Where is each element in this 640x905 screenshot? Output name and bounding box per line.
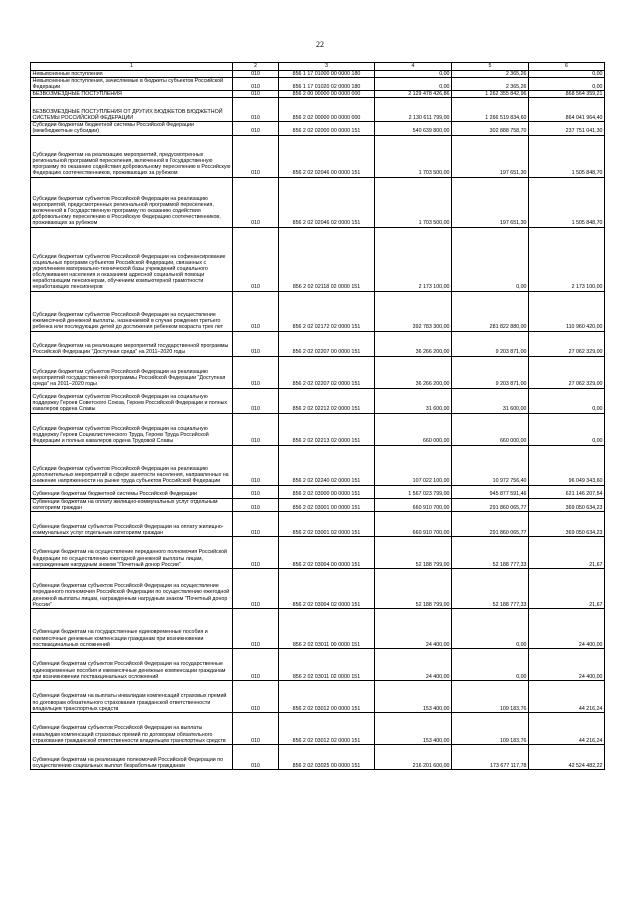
row-budget-code-cell: 856 2 02 03025 00 0000 151 xyxy=(279,744,375,769)
row-value-cell: 24 400,00 xyxy=(529,648,605,680)
row-value-cell: 24 400,00 xyxy=(375,608,452,648)
table-row xyxy=(31,568,605,608)
row-value-cell: 2 129 478 426,86 xyxy=(375,91,452,98)
row-name-cell: Субвенции бюджетам субъектов Российской Федерации на осуществление переданного полномочия Российской Федерации по осуществлению ежегодной денежной выплаты лицам, награжденным нагрудным знаком "Почетный донор России" xyxy=(31,568,233,608)
row-value-cell: 0,00 xyxy=(375,78,452,91)
table-header-row xyxy=(31,63,605,71)
budget-table xyxy=(30,62,605,770)
row-value-cell: 52 188 799,00 xyxy=(375,568,452,608)
row-line-code-cell: 010 xyxy=(233,388,279,413)
row-budget-code-cell: 856 2 02 03011 00 0000 151 xyxy=(279,608,375,648)
row-budget-code-cell: 856 2 02 03012 02 0000 151 xyxy=(279,712,375,744)
row-line-code-cell: 010 xyxy=(233,680,279,712)
row-line-code-cell: 010 xyxy=(233,744,279,769)
row-value-cell: 945 877 591,46 xyxy=(452,485,529,498)
table-row xyxy=(31,388,605,413)
row-name-cell: Субвенции бюджетам субъектов Российской Федерации на государственные единовременные пособия и ежемесячные денежные компенсации гражданам при возникновении поствакцинальных осложнений xyxy=(31,648,233,680)
row-line-code-cell: 010 xyxy=(233,413,279,445)
header-cell: 1 xyxy=(31,63,233,71)
row-name-cell: Субвенции бюджетам бюджетной системы Российской Федерации xyxy=(31,485,233,498)
table-row xyxy=(31,413,605,445)
row-value-cell: 27 062 329,00 xyxy=(529,331,605,356)
row-line-code-cell: 010 xyxy=(233,536,279,568)
row-value-cell: 0,00 xyxy=(529,71,605,78)
row-name-cell: Субсидии бюджетам на реализацию мероприятий, предусмотренных региональной программой переселения, включенной в Государственную программу по оказанию содействия добровольному переселению в Российскую Федерацию соотечественников, проживающих за рубежом xyxy=(31,135,233,177)
row-value-cell: 197 651,30 xyxy=(452,135,529,177)
row-budget-code-cell: 856 2 02 02046 02 0000 151 xyxy=(279,177,375,227)
row-value-cell: 110 960 420,00 xyxy=(529,291,605,331)
row-value-cell: 44 216,24 xyxy=(529,680,605,712)
row-name-cell: Субвенции бюджетам на государственные единовременные пособия и ежемесячные денежные компенсации гражданам при возникновении поствакцинальных осложнений xyxy=(31,608,233,648)
table-row xyxy=(31,356,605,388)
row-value-cell: 0,00 xyxy=(529,388,605,413)
row-name-cell: БЕЗВОЗМЕЗДНЫЕ ПОСТУПЛЕНИЯ ОТ ДРУГИХ БЮДЖЕТОВ БЮДЖЕТНОЙ СИСТЕМЫ РОССИЙСКОЙ ФЕДЕРАЦИИ xyxy=(31,98,233,122)
table-row xyxy=(31,498,605,511)
row-line-code-cell: 010 xyxy=(233,177,279,227)
row-value-cell: 2 365,26 xyxy=(452,71,529,78)
row-line-code-cell: 010 xyxy=(233,485,279,498)
row-value-cell: 660 000,00 xyxy=(375,413,452,445)
row-value-cell: 52 188 777,33 xyxy=(452,568,529,608)
row-value-cell: 660 000,00 xyxy=(452,413,529,445)
row-budget-code-cell: 856 2 02 03004 02 0000 151 xyxy=(279,568,375,608)
row-value-cell: 0,00 xyxy=(529,78,605,91)
table-row xyxy=(31,71,605,78)
row-line-code-cell: 010 xyxy=(233,648,279,680)
row-value-cell: 31 600,00 xyxy=(452,388,529,413)
row-name-cell: Субсидии бюджетам на реализацию мероприятий государственной программы Российской Федерации "Доступная среда" на 2011–2020 годы xyxy=(31,331,233,356)
row-line-code-cell: 010 xyxy=(233,445,279,485)
row-budget-code-cell: 856 2 02 03011 02 0000 151 xyxy=(279,648,375,680)
row-value-cell: 44 216,24 xyxy=(529,712,605,744)
row-value-cell: 1 703 500,00 xyxy=(375,177,452,227)
row-name-cell: Субвенции бюджетам на реализацию полномочий Российской Федерации по осуществлению социальных выплат безработным гражданам xyxy=(31,744,233,769)
page-number: 22 xyxy=(316,40,324,49)
row-budget-code-cell: 856 2 02 03000 00 0000 151 xyxy=(279,485,375,498)
table-row xyxy=(31,608,605,648)
row-budget-code-cell: 856 2 02 02046 00 0000 151 xyxy=(279,135,375,177)
table-row xyxy=(31,485,605,498)
row-line-code-cell: 010 xyxy=(233,356,279,388)
row-line-code-cell: 010 xyxy=(233,122,279,135)
row-value-cell: 0,00 xyxy=(452,608,529,648)
row-line-code-cell: 010 xyxy=(233,712,279,744)
row-value-cell: 281 822 880,00 xyxy=(452,291,529,331)
header-cell: 2 xyxy=(233,63,279,71)
row-value-cell: 24 400,00 xyxy=(529,608,605,648)
row-value-cell: 868 564 359,21 xyxy=(529,91,605,98)
row-value-cell: 1 703 500,00 xyxy=(375,135,452,177)
row-budget-code-cell: 856 2 02 00000 00 0000 000 xyxy=(279,98,375,122)
table-row xyxy=(31,712,605,744)
row-line-code-cell: 010 xyxy=(233,135,279,177)
row-value-cell: 216 201 600,00 xyxy=(375,744,452,769)
row-line-code-cell: 010 xyxy=(233,331,279,356)
row-line-code-cell: 010 xyxy=(233,498,279,511)
row-value-cell: 237 751 041,30 xyxy=(529,122,605,135)
header-cell: 5 xyxy=(452,63,529,71)
table-row xyxy=(31,536,605,568)
row-value-cell: 9 203 871,00 xyxy=(452,356,529,388)
row-value-cell: 36 266 200,00 xyxy=(375,331,452,356)
table-row xyxy=(31,648,605,680)
row-line-code-cell: 010 xyxy=(233,91,279,98)
row-budget-code-cell: 856 2 02 02207 00 0000 151 xyxy=(279,331,375,356)
row-value-cell: 1 262 355 842,96 xyxy=(452,91,529,98)
row-name-cell: Субвенции бюджетам субъектов Российской Федерации на выплаты инвалидам компенсаций страховых премий по договорам обязательного страхования гражданской ответственности владельцев транспортных средств xyxy=(31,712,233,744)
row-budget-code-cell: 856 2 02 02212 02 0000 151 xyxy=(279,388,375,413)
row-value-cell: 660 910 700,00 xyxy=(375,511,452,536)
row-value-cell: 52 188 799,00 xyxy=(375,536,452,568)
row-value-cell: 621 146 207,54 xyxy=(529,485,605,498)
row-value-cell: 21,67 xyxy=(529,536,605,568)
table-row xyxy=(31,291,605,331)
table-row xyxy=(31,227,605,291)
row-value-cell: 540 639 800,00 xyxy=(375,122,452,135)
row-name-cell: Невыясненные поступления, зачисляемые в бюджеты субъектов Российской Федерации xyxy=(31,78,233,91)
row-value-cell: 369 050 634,23 xyxy=(529,511,605,536)
row-value-cell: 1 266 519 834,60 xyxy=(452,98,529,122)
row-budget-code-cell: 856 2 02 02207 02 0000 151 xyxy=(279,356,375,388)
row-budget-code-cell: 856 2 02 02240 02 0000 151 xyxy=(279,445,375,485)
table-row xyxy=(31,744,605,769)
row-value-cell: 197 651,30 xyxy=(452,177,529,227)
row-line-code-cell: 010 xyxy=(233,78,279,91)
row-value-cell: 660 910 700,00 xyxy=(375,498,452,511)
table-row xyxy=(31,78,605,91)
row-value-cell: 153 400,00 xyxy=(375,680,452,712)
row-value-cell: 2 173 100,00 xyxy=(529,227,605,291)
row-line-code-cell: 010 xyxy=(233,291,279,331)
row-value-cell: 52 188 777,33 xyxy=(452,536,529,568)
table-row xyxy=(31,177,605,227)
row-budget-code-cell: 856 2 02 02172 02 0000 151 xyxy=(279,291,375,331)
row-budget-code-cell: 856 2 02 02000 00 0000 151 xyxy=(279,122,375,135)
row-budget-code-cell: 856 1 17 01000 00 0000 180 xyxy=(279,71,375,78)
row-budget-code-cell: 856 2 02 03001 00 0000 151 xyxy=(279,498,375,511)
row-value-cell: 1 567 023 799,00 xyxy=(375,485,452,498)
row-value-cell: 864 041 964,40 xyxy=(529,98,605,122)
row-budget-code-cell: 856 2 02 03001 02 0000 151 xyxy=(279,511,375,536)
row-budget-code-cell: 856 1 17 01020 02 0000 180 xyxy=(279,78,375,91)
row-line-code-cell: 010 xyxy=(233,511,279,536)
row-value-cell: 2 365,26 xyxy=(452,78,529,91)
row-budget-code-cell: 856 2 02 02118 02 0000 151 xyxy=(279,227,375,291)
row-value-cell: 107 022 100,00 xyxy=(375,445,452,485)
row-name-cell: Субвенции бюджетам на оплату жилищно-коммунальных услуг отдельным категориям граждан xyxy=(31,498,233,511)
header-cell: 4 xyxy=(375,63,452,71)
row-name-cell: Невыясненные поступления xyxy=(31,71,233,78)
row-name-cell: Субсидии бюджетам субъектов Российской Федерации на социальную поддержку Героев Советского Союза, Героев Российской Федерации и полных кавалеров ордена Славы xyxy=(31,388,233,413)
row-value-cell: 24 400,00 xyxy=(375,648,452,680)
row-value-cell: 27 062 329,00 xyxy=(529,356,605,388)
row-name-cell: Субсидии бюджетам субъектов Российской Федерации на реализацию мероприятий государственной программы Российской Федерации "Доступная среда" на 2011–2020 годы xyxy=(31,356,233,388)
table-row xyxy=(31,135,605,177)
table-row xyxy=(31,98,605,122)
row-name-cell: БЕЗВОЗМЕЗДНЫЕ ПОСТУПЛЕНИЯ xyxy=(31,91,233,98)
row-line-code-cell: 010 xyxy=(233,71,279,78)
row-value-cell: 0,00 xyxy=(452,227,529,291)
table-row xyxy=(31,91,605,98)
row-value-cell: 9 203 871,00 xyxy=(452,331,529,356)
row-name-cell: Субвенции бюджетам на выплаты инвалидам компенсаций страховых премий по договорам обязательного страхования гражданской ответственности владельцев транспортных средств xyxy=(31,680,233,712)
row-value-cell: 1 505 848,70 xyxy=(529,177,605,227)
row-value-cell: 153 400,00 xyxy=(375,712,452,744)
row-value-cell: 302 888 758,70 xyxy=(452,122,529,135)
row-value-cell: 0,00 xyxy=(452,648,529,680)
row-name-cell: Субвенции бюджетам субъектов Российской Федерации на оплату жилищно-коммунальных услуг отдельным категориям граждан xyxy=(31,511,233,536)
row-line-code-cell: 010 xyxy=(233,568,279,608)
row-budget-code-cell: 856 2 02 03012 00 0000 151 xyxy=(279,680,375,712)
row-value-cell: 1 505 848,70 xyxy=(529,135,605,177)
row-value-cell: 2 173 100,00 xyxy=(375,227,452,291)
row-name-cell: Субсидии бюджетам субъектов Российской Федерации на реализацию мероприятий, предусмотренных региональной программой переселения, включенной в Государственную программу по оказанию содействия добровольному переселению в Российскую Федерацию соотечественников, проживающих за рубежом xyxy=(31,177,233,227)
row-name-cell: Субсидии бюджетам бюджетной системы Российской Федерации (межбюджетные субсидии) xyxy=(31,122,233,135)
row-value-cell: 291 860 065,77 xyxy=(452,498,529,511)
row-name-cell: Субсидии бюджетам субъектов Российской Федерации на софинансирование социальных программ субъектов Российской Федерации, связанных с укреплением материально-технической базы учреждений социального обслуживания населения и оказанием адресной социальной помощи неработающим пенсионерам, обучением компьютерной грамотности неработающих пенсионеров xyxy=(31,227,233,291)
row-name-cell: Субсидии бюджетам субъектов Российской Федерации на осуществление ежемесячной денежной выплаты, назначаемой в случае рождения третьего ребенка или последующих детей до достижения ребенком возраста трех лет xyxy=(31,291,233,331)
header-cell: 6 xyxy=(529,63,605,71)
row-value-cell: 369 050 634,23 xyxy=(529,498,605,511)
table-row xyxy=(31,680,605,712)
table-row xyxy=(31,445,605,485)
row-budget-code-cell: 856 2 02 03004 00 0000 151 xyxy=(279,536,375,568)
row-budget-code-cell: 856 2 00 00000 00 0000 000 xyxy=(279,91,375,98)
row-line-code-cell: 010 xyxy=(233,227,279,291)
row-name-cell: Субвенции бюджетам на осуществление переданного полномочия Российской Федерации по осуществлению ежегодной денежной выплаты лицам, награжденным нагрудным знаком "Почетный донор России" xyxy=(31,536,233,568)
table-row xyxy=(31,122,605,135)
row-value-cell: 0,00 xyxy=(375,71,452,78)
row-line-code-cell: 010 xyxy=(233,608,279,648)
header-cell: 3 xyxy=(279,63,375,71)
row-value-cell: 2 130 611 799,00 xyxy=(375,98,452,122)
row-value-cell: 0,00 xyxy=(529,413,605,445)
row-value-cell: 10 972 756,40 xyxy=(452,445,529,485)
row-value-cell: 21,67 xyxy=(529,568,605,608)
row-value-cell: 109 183,76 xyxy=(452,680,529,712)
row-value-cell: 42 524 482,22 xyxy=(529,744,605,769)
table-row xyxy=(31,331,605,356)
row-value-cell: 96 049 343,60 xyxy=(529,445,605,485)
row-name-cell: Субсидии бюджетам субъектов Российской Федерации на реализацию дополнительных мероприятий в сфере занятости населения, направленных на снижение напряженности на рынке труда субъектов Российской Федерации xyxy=(31,445,233,485)
row-line-code-cell: 010 xyxy=(233,98,279,122)
row-budget-code-cell: 856 2 02 02213 02 0000 151 xyxy=(279,413,375,445)
row-value-cell: 173 677 117,78 xyxy=(452,744,529,769)
row-value-cell: 31 600,00 xyxy=(375,388,452,413)
row-value-cell: 291 860 065,77 xyxy=(452,511,529,536)
row-name-cell: Субсидии бюджетам субъектов Российской Федерации на социальную поддержку Героев Социалистического Труда, Героев Труда Российской Федерации и полных кавалеров ордена Трудовой Славы xyxy=(31,413,233,445)
row-value-cell: 392 783 300,00 xyxy=(375,291,452,331)
row-value-cell: 36 266 200,00 xyxy=(375,356,452,388)
table-row xyxy=(31,511,605,536)
row-value-cell: 109 183,76 xyxy=(452,712,529,744)
